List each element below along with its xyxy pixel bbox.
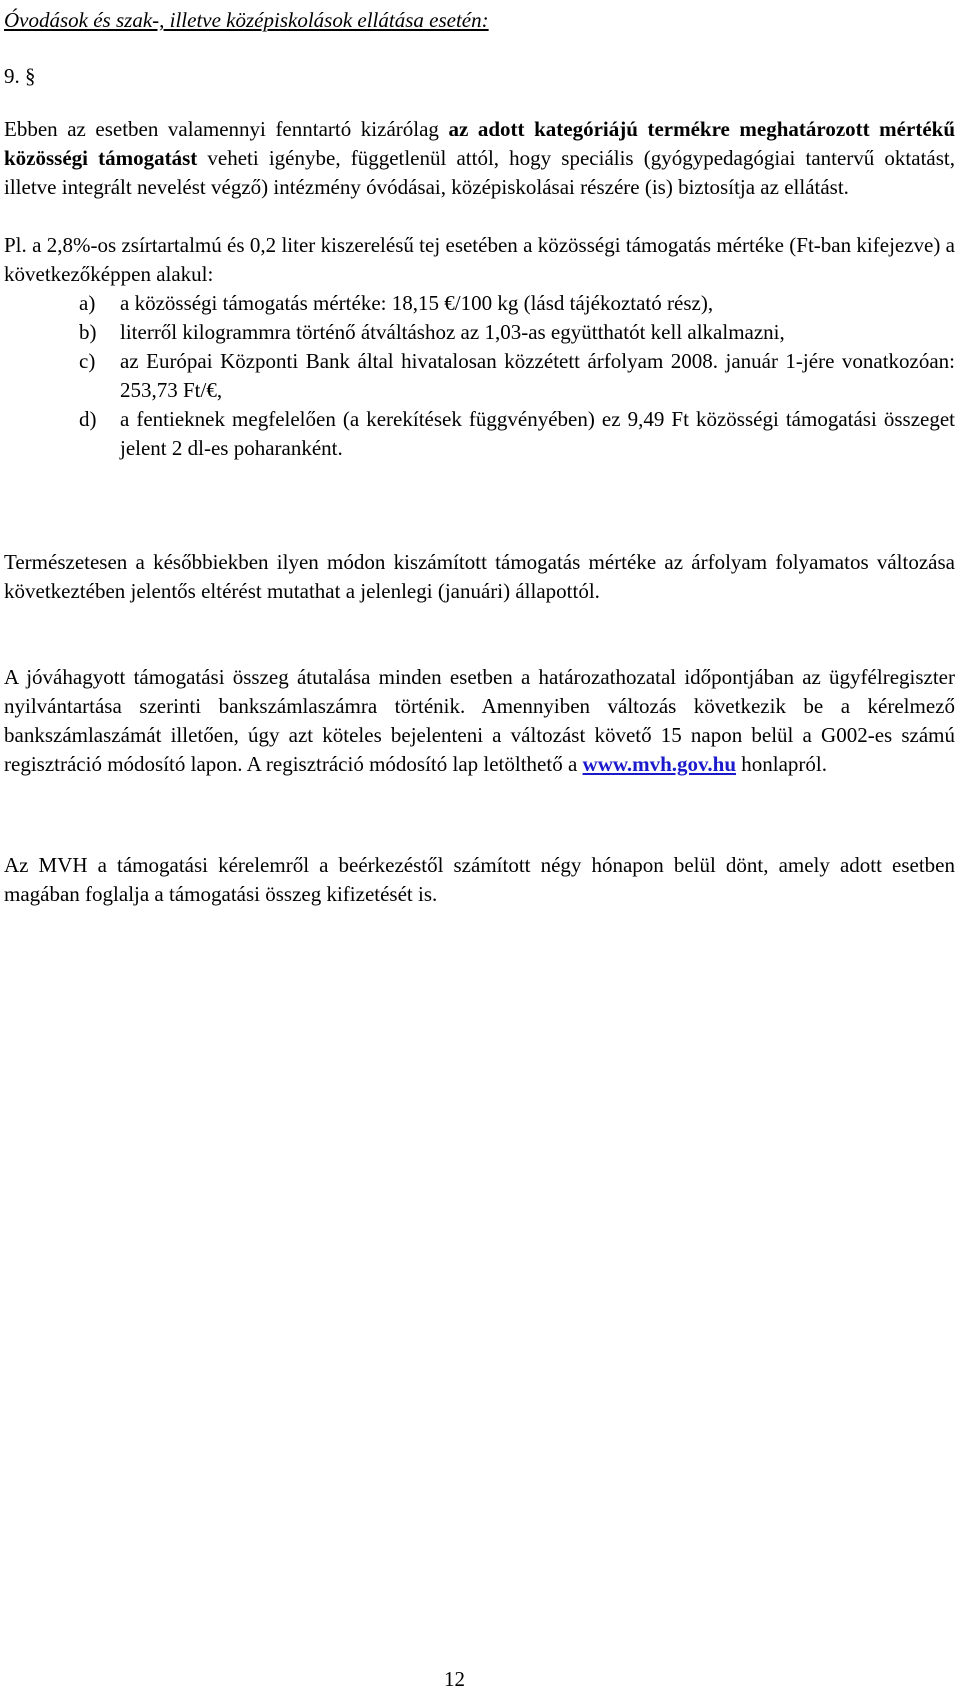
- example-list: [4, 289, 955, 463]
- list-item-text: literről kilogrammra történő átváltáshoz az 1,03-as együtthatót kell alkalmazni,: [120, 320, 785, 344]
- intro-bold-text: az adott kategóriájú termékre meghatározott mértékű közösségi támogatást: [4, 117, 955, 170]
- payment-text-start: A jóváhagyott támogatási összeg átutalása minden esetben a határozathozatal időpontjában az ügyfélregiszter nyilvántartása szerinti bankszámlaszámra történik. Amennyiben változás következik be a kérelmező bankszámlaszámát illetően, úgy azt köteles bejelenteni a változást követő 15 napon belül a G002-es számú regisztráció módosító lapon. A regisztráció módosító lap letölthető a: [4, 665, 955, 776]
- exchange-rate-paragraph: Természetesen a későbbiekben ilyen módon kiszámított támogatás mértéke az árfolyam folyamatos változása következtében jelentős eltérést mutathat a jelenlegi (januári) állapottól.: [4, 550, 955, 603]
- payment-text-end: honlapról.: [736, 752, 827, 776]
- list-item: [4, 318, 955, 347]
- page-number: 12: [444, 1667, 465, 1691]
- list-item: [4, 289, 955, 318]
- list-item-text: a fentieknek megfelelően (a kerekítések függvényében) ez 9,49 Ft közösségi támogatási összeget jelent 2 dl-es poharanként.: [120, 407, 955, 460]
- list-marker: d): [79, 407, 97, 431]
- list-item: [4, 347, 955, 405]
- example-paragraph: Pl. a 2,8%-os zsírtartalmú és 0,2 liter kiszerelésű tej esetében a közösségi támogatás mértéke (Ft-ban kifejezve) a következőképpen alakul:: [4, 233, 955, 286]
- section-heading: Óvodások és szak-, illetve középiskolások ellátása esetén:: [4, 8, 489, 32]
- list-marker: b): [79, 320, 97, 344]
- intro-text-start: Ebben az esetben valamennyi fenntartó kizárólag: [4, 117, 449, 141]
- mvh-website-link[interactable]: www.mvh.gov.hu: [582, 752, 737, 776]
- intro-paragraph: [4, 115, 955, 202]
- list-item: [4, 405, 955, 463]
- payment-paragraph: [4, 663, 955, 779]
- list-marker: c): [79, 349, 96, 373]
- intro-text-end: veheti igénybe, függetlenül attól, hogy speciális (gyógypedagógiai tantervű oktatást, illetve integrált nevelést végző) intézmény óvódásai, középiskolásai részére (is) biztosítja az ellátást.: [4, 146, 955, 199]
- list-item-text: a közösségi támogatás mértéke: 18,15 €/100 kg (lásd tájékoztató rész),: [120, 291, 714, 315]
- list-marker: a): [79, 291, 96, 315]
- list-item-text: az Európai Központi Bank által hivatalosan közzétett árfolyam 2008. január 1-jére vonatkozóan: 253,73 Ft/€,: [120, 349, 955, 402]
- section-number: 9. §: [4, 64, 36, 88]
- decision-paragraph: Az MVH a támogatási kérelemről a beérkezéstől számított négy hónapon belül dönt, amely adott esetben magában foglalja a támogatási összeg kifizetését is.: [4, 853, 955, 906]
